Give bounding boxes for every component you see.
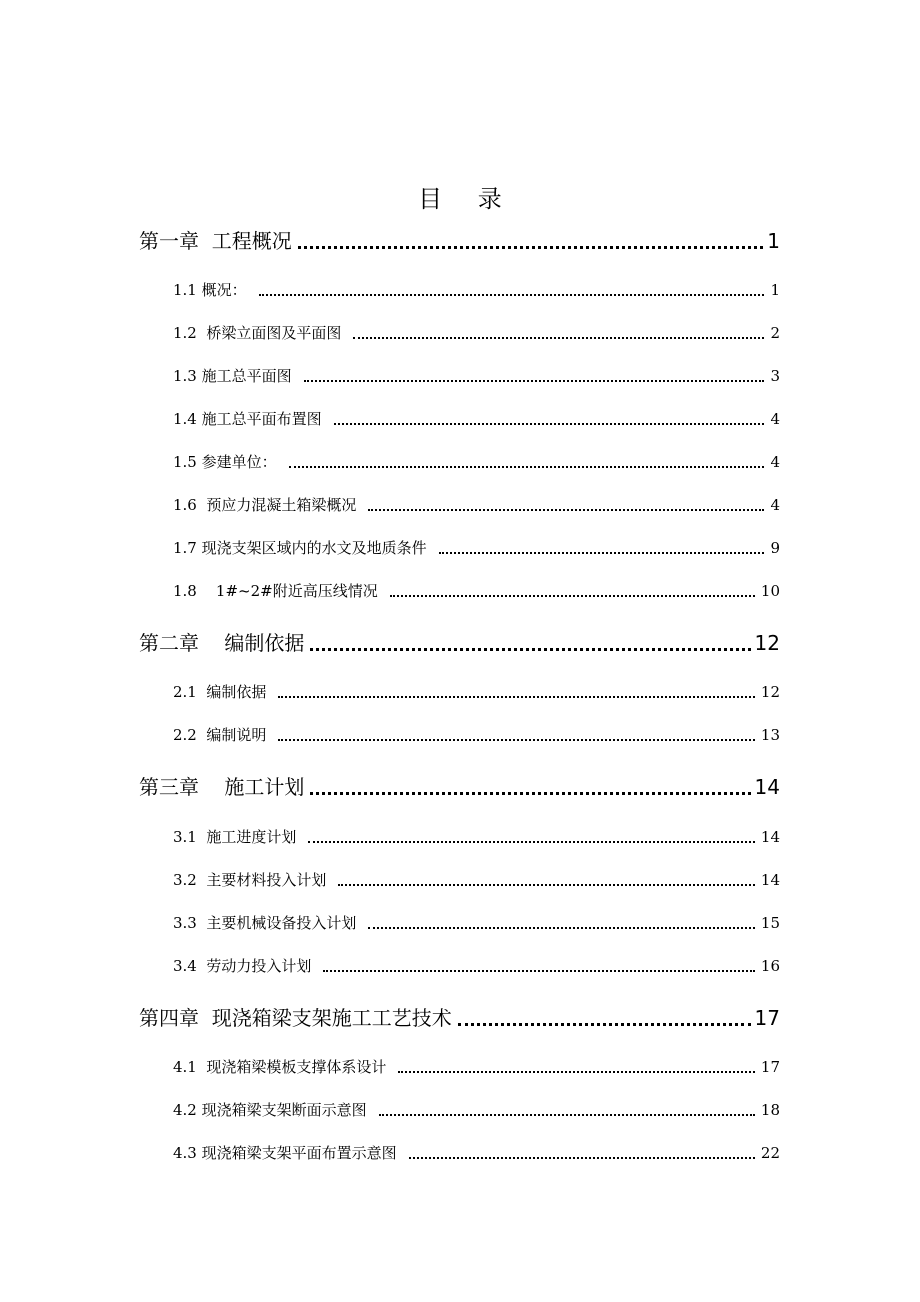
toc-dot-leader [368,927,755,929]
toc-section-entry[interactable] [173,680,780,704]
toc-entry-page-number: 1 [770,281,780,299]
toc-chapter-entry[interactable] [139,628,780,658]
toc-entry-page-number: 16 [760,957,780,975]
toc-dot-leader [353,337,764,339]
toc-section-entry[interactable] [173,493,780,517]
toc-entry-label: 1.1 概况： [173,281,247,299]
toc-entry-label: 1.7 现浇支架区域内的水文及地质条件 [173,539,427,557]
toc-entry-page-number: 12 [754,631,780,655]
toc-entry-page-number: 14 [760,871,780,889]
toc-entry-label: 4.2 现浇箱梁支架断面示意图 [173,1101,367,1119]
toc-entry-label: 4.1 现浇箱梁模板支撑体系设计 [173,1058,387,1076]
toc-entry-label: 1.2 桥梁立面图及平面图 [173,324,342,342]
toc-entry-page-number: 4 [770,410,780,428]
toc-chapter-entry[interactable] [139,1003,780,1033]
toc-chapter-entry[interactable] [139,772,780,802]
toc-entry-label: 1.8 1#~2#附近高压线情况 [173,582,378,600]
toc-dot-leader [439,552,765,554]
toc-dot-leader [390,595,755,597]
toc-entry-page-number: 9 [770,539,780,557]
toc-entry-page-number: 17 [754,1006,780,1030]
toc-section-entry[interactable] [173,364,780,388]
toc-section-entry[interactable] [173,536,780,560]
toc-chapter-entry[interactable] [139,226,780,256]
toc-dot-leader [338,884,755,886]
toc-entry-label: 1.6 预应力混凝土箱梁概况 [173,496,357,514]
toc-section-entry[interactable] [173,723,780,747]
toc-section-entry[interactable] [173,579,780,603]
toc-dot-leader [398,1071,755,1073]
toc-entry-page-number: 15 [760,914,780,932]
toc-section-entry[interactable] [173,450,780,474]
toc-entry-label: 3.2 主要材料投入计划 [173,871,327,889]
toc-section-entry[interactable] [173,321,780,345]
toc-dot-leader [278,739,755,741]
toc-entry-label: 3.3 主要机械设备投入计划 [173,914,357,932]
toc-dot-leader [308,841,755,843]
toc-entry-label: 第三章 施工计划 [139,775,305,799]
toc-dot-leader [259,294,765,296]
toc-entry-label: 1.3 施工总平面图 [173,367,292,385]
toc-entry-page-number: 3 [770,367,780,385]
toc-section-entry[interactable] [173,1098,780,1122]
toc-entry-page-number: 14 [754,775,780,799]
toc-dot-leader [304,380,765,382]
toc-dot-leader [458,1023,751,1026]
toc-entry-page-number: 4 [770,453,780,471]
toc-entry-label: 1.4 施工总平面布置图 [173,410,322,428]
toc-entry-label: 2.2 编制说明 [173,726,267,744]
toc-dot-leader [310,648,750,651]
toc-entry-page-number: 13 [760,726,780,744]
toc-entry-page-number: 17 [760,1058,780,1076]
toc-dot-leader [278,696,755,698]
toc-entry-label: 2.1 编制依据 [173,683,267,701]
toc-entry-label: 3.4 劳动力投入计划 [173,957,312,975]
toc-entry-page-number: 4 [770,496,780,514]
toc-section-entry[interactable] [173,278,780,302]
toc-section-entry[interactable] [173,1055,780,1079]
toc-entry-page-number: 10 [760,582,780,600]
toc-dot-leader [409,1157,755,1159]
toc-entry-page-number: 2 [770,324,780,342]
toc-entry-label: 3.1 施工进度计划 [173,828,297,846]
toc-entry-page-number: 1 [767,229,780,253]
toc-dot-leader [298,246,764,249]
toc-entry-page-number: 22 [760,1144,780,1162]
toc-entry-page-number: 14 [760,828,780,846]
toc-entry-label: 4.3 现浇箱梁支架平面布置示意图 [173,1144,397,1162]
toc-dot-leader [379,1114,755,1116]
toc-entry-label: 第二章 编制依据 [139,631,305,655]
toc-dot-leader [368,509,764,511]
toc-dot-leader [334,423,765,425]
toc-section-entry[interactable] [173,954,780,978]
toc-entry-label: 第一章 工程概况 [139,229,292,253]
toc-section-entry[interactable] [173,911,780,935]
toc-section-entry[interactable] [173,868,780,892]
toc-section-entry[interactable] [173,1141,780,1165]
toc-entry-label: 第四章 现浇箱梁支架施工工艺技术 [139,1006,452,1030]
toc-entry-page-number: 12 [760,683,780,701]
toc-section-entry[interactable] [173,407,780,431]
toc-entry-label: 1.5 参建单位： [173,453,277,471]
toc-dot-leader [323,970,755,972]
toc-entry-page-number: 18 [760,1101,780,1119]
toc-title: 目 录 [418,185,516,213]
toc-dot-leader [310,792,750,795]
toc-dot-leader [289,466,765,468]
toc-section-entry[interactable] [173,825,780,849]
